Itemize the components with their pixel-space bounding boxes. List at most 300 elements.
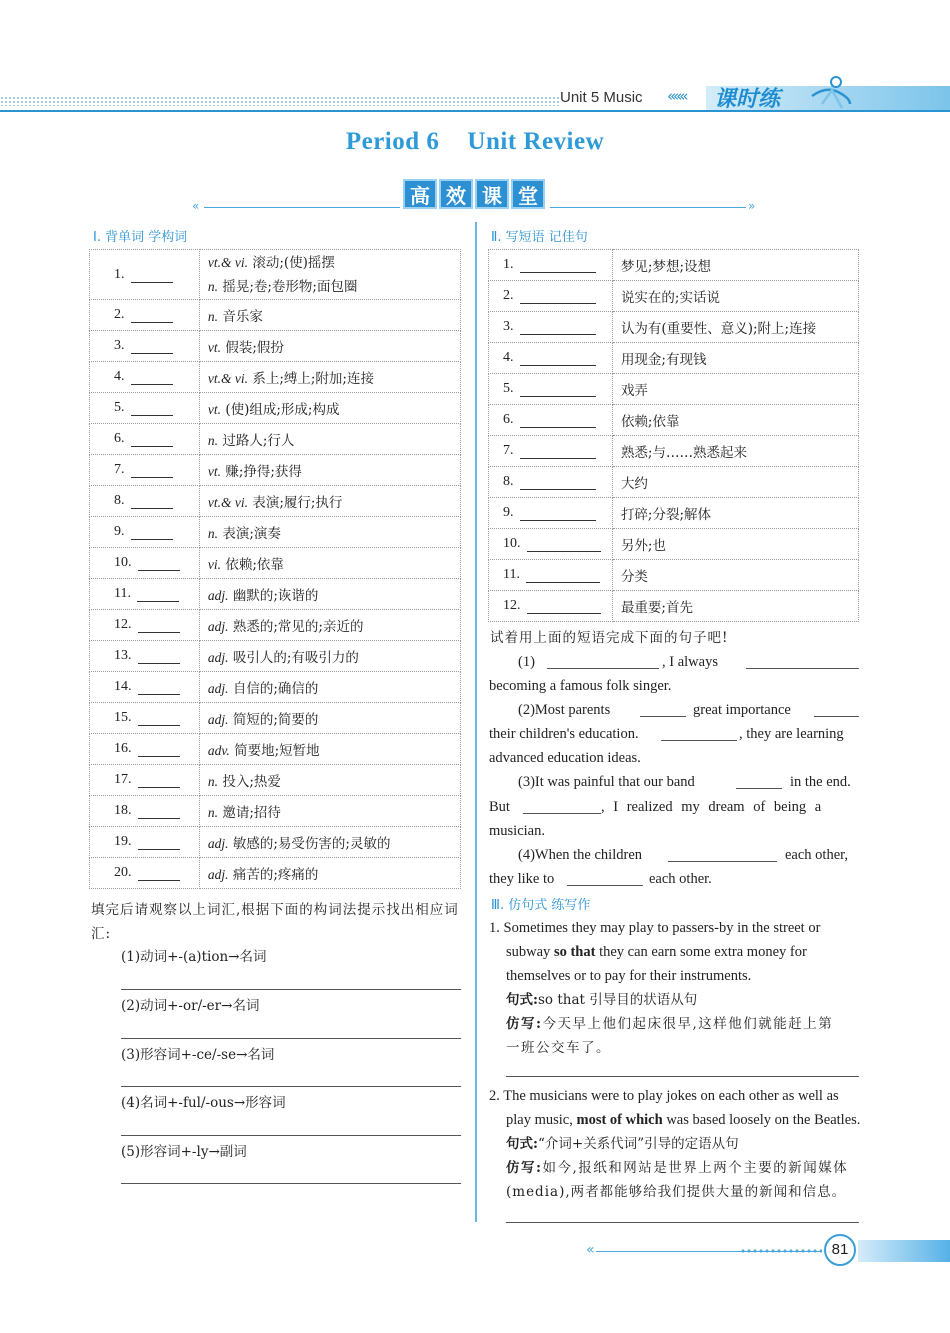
vocab-number-cell <box>90 796 200 827</box>
item-number: 19. <box>114 834 132 849</box>
part-of-speech: n. <box>207 278 219 294</box>
answer-line[interactable] <box>506 1222 859 1223</box>
item-number: 17. <box>114 772 132 787</box>
footer-dots <box>740 1247 822 1255</box>
page-title <box>0 128 950 156</box>
answer-blank[interactable] <box>661 740 737 741</box>
answer-blank[interactable] <box>138 805 180 819</box>
sentence-text: But <box>489 799 510 815</box>
phrase-row <box>489 343 859 374</box>
item-number: 14. <box>114 679 132 694</box>
vocab-number-cell <box>90 827 200 858</box>
meaning: 音乐家 <box>222 309 263 325</box>
footer-arrow-icon: « <box>586 1242 595 1258</box>
imitate-text: 今天早上他们起床很早,这样他们就能赶上第 <box>542 1016 834 1032</box>
phrase-meaning-cell <box>612 281 858 312</box>
phrase-row <box>489 281 859 312</box>
vocab-row <box>90 486 461 517</box>
exercise-prompt: 试着用上面的短语完成下面的句子吧! <box>490 630 729 646</box>
part-of-speech: adj. <box>207 836 229 851</box>
vocab-meaning-cell <box>199 300 460 331</box>
badge-char: 效 <box>439 179 473 209</box>
vocab-number-cell <box>90 486 200 517</box>
column-divider <box>475 222 477 1222</box>
pattern-text: so that 引导目的状语从句 <box>537 992 698 1008</box>
section2-heading: Ⅱ. 写短语 记佳句 <box>491 230 588 245</box>
answer-blank[interactable] <box>520 259 596 273</box>
vocab-meaning-cell <box>199 486 460 517</box>
runner-logo-icon <box>808 74 852 110</box>
item-number: 10. <box>114 555 132 570</box>
phrase-table <box>488 249 859 622</box>
answer-blank[interactable] <box>520 414 596 428</box>
meaning: 邀请;招待 <box>222 805 281 821</box>
item-number: 10. <box>503 536 521 551</box>
meaning: 熟悉;与……熟悉起来 <box>620 445 747 461</box>
part-of-speech: adj. <box>207 867 229 882</box>
meaning: 系上;缚上;附加;连接 <box>252 371 374 387</box>
phrase-number-cell <box>489 250 613 281</box>
phrase-number-cell <box>489 343 613 374</box>
answer-blank[interactable] <box>520 321 596 335</box>
item-number: 3. <box>503 319 514 334</box>
part-of-speech: vt.& vi. <box>207 371 249 386</box>
part-of-speech: adj. <box>207 681 229 696</box>
item-number: 9. <box>114 524 125 539</box>
item-number: 12. <box>503 598 521 613</box>
item-number: 9. <box>503 505 514 520</box>
arrow-right-icon: » <box>748 199 756 213</box>
answer-blank[interactable] <box>138 867 180 881</box>
vocab-meaning-cell <box>199 765 460 796</box>
phrase-meaning-cell <box>612 405 858 436</box>
section1-heading: Ⅰ. 背单词 学构词 <box>93 230 188 245</box>
phrase-row <box>489 529 859 560</box>
item-number: 6. <box>114 431 125 446</box>
part-of-speech: n. <box>207 433 219 448</box>
vocab-row <box>90 393 461 424</box>
part-of-speech: adj. <box>207 588 229 603</box>
meaning: 说实在的;实话说 <box>620 290 720 306</box>
answer-blank[interactable] <box>131 340 173 354</box>
keyword: so that <box>553 944 596 960</box>
imitate-line <box>506 1012 833 1036</box>
pattern-line <box>506 988 697 1012</box>
part-of-speech: vt. <box>207 340 222 355</box>
part-of-speech: vt. <box>207 402 222 417</box>
vocab-meaning-cell <box>199 424 460 455</box>
part-of-speech: vt.& vi. <box>207 495 249 510</box>
phrase-meaning-cell <box>612 312 858 343</box>
sentence-text: in the end. <box>790 774 851 790</box>
item-number: 5. <box>114 400 125 415</box>
part-of-speech: vi. <box>207 557 222 572</box>
phrase-number-cell <box>489 405 613 436</box>
phrase-row <box>489 405 859 436</box>
vocab-number-cell <box>90 858 200 889</box>
vocab-number-cell <box>90 300 200 331</box>
answer-blank[interactable] <box>138 681 180 695</box>
answer-blank[interactable] <box>736 788 782 789</box>
vocab-row <box>90 300 461 331</box>
meaning: 打碎;分裂;解体 <box>620 507 712 523</box>
header-rule <box>0 110 950 112</box>
section3-heading: Ⅲ. 仿句式 练写作 <box>491 898 591 913</box>
badge-char: 课 <box>475 179 509 209</box>
part-of-speech: n. <box>207 309 219 324</box>
answer-blank[interactable] <box>526 569 600 583</box>
answer-blank[interactable] <box>138 650 180 664</box>
sentence-text: advanced education ideas. <box>489 750 641 766</box>
answer-blank[interactable] <box>131 526 173 540</box>
vocab-number-cell <box>90 393 200 424</box>
sentence-text: subway <box>506 944 551 960</box>
meaning: 另外;也 <box>620 538 666 554</box>
answer-blank[interactable] <box>814 716 859 717</box>
vocab-row <box>90 641 461 672</box>
vocab-meaning-cell <box>199 610 460 641</box>
phrase-number-cell <box>489 467 613 498</box>
answer-blank[interactable] <box>131 309 173 323</box>
answer-blank[interactable] <box>131 495 173 509</box>
vocab-meaning-cell <box>199 703 460 734</box>
vocab-number-cell <box>90 424 200 455</box>
pattern-label: 句式: <box>506 1136 538 1152</box>
meaning: 表演;履行;执行 <box>252 495 343 511</box>
answer-line[interactable] <box>121 1086 461 1087</box>
sentence-text: becoming a famous folk singer. <box>489 678 672 694</box>
vocab-row <box>90 610 461 641</box>
vocab-meaning-cell <box>199 579 460 610</box>
vocab-meaning-cell <box>199 796 460 827</box>
answer-blank[interactable] <box>131 464 173 478</box>
meaning: 幽默的;诙谐的 <box>232 588 319 604</box>
sentence-text: they like to <box>489 871 555 887</box>
vocab-number-cell <box>90 250 200 300</box>
imitate-text: 一班公交车了。 <box>506 1040 611 1056</box>
vocab-meaning-cell <box>199 455 460 486</box>
item-number: 1. <box>114 266 125 282</box>
header-dot-pattern <box>0 96 560 106</box>
meaning: 滚动;(使)摇摆 <box>252 254 335 271</box>
vocab-row <box>90 548 461 579</box>
rule-item: (3)形容词+-ce/-se→名词 <box>121 1047 275 1063</box>
item-number: 20. <box>114 865 132 880</box>
vocab-meaning-cell <box>199 393 460 424</box>
meaning: 过路人;行人 <box>222 433 295 449</box>
example-sentence: themselves or to pay for their instruments. <box>506 968 752 984</box>
answer-blank[interactable] <box>547 668 659 669</box>
answer-blank[interactable] <box>746 668 859 669</box>
answer-blank[interactable] <box>520 383 596 397</box>
meaning: 戏弄 <box>620 383 648 399</box>
vocab-table <box>89 249 461 889</box>
part-of-speech: n. <box>207 526 219 541</box>
phrase-number-cell <box>489 560 613 591</box>
answer-line[interactable] <box>121 1135 461 1136</box>
item-number: 6. <box>503 412 514 427</box>
answer-blank[interactable] <box>131 269 173 283</box>
vocab-meaning-cell <box>199 672 460 703</box>
item-number: 15. <box>114 710 132 725</box>
imitate-label: 仿写: <box>506 1016 543 1032</box>
meaning: 自信的;确信的 <box>232 681 319 697</box>
vocab-meaning-cell <box>199 517 460 548</box>
vocab-row <box>90 827 461 858</box>
phrase-meaning-cell <box>612 560 858 591</box>
answer-blank[interactable] <box>527 600 601 614</box>
answer-blank[interactable] <box>138 743 180 757</box>
answer-blank[interactable] <box>138 712 180 726</box>
meaning: 用现金;有现钱 <box>620 352 707 368</box>
item-number: 16. <box>114 741 132 756</box>
rule-item: (4)名词+-ful/-ous→形容词 <box>121 1095 286 1111</box>
phrase-row <box>489 312 859 343</box>
answer-line[interactable] <box>121 1183 461 1184</box>
vocab-meaning-cell <box>199 641 460 672</box>
meaning: 大约 <box>620 476 648 492</box>
brand-title: 课时练 <box>714 87 781 112</box>
vocab-row <box>90 424 461 455</box>
vocab-number-cell <box>90 703 200 734</box>
imitate-text: 如今,报纸和网站是世界上两个主要的新闻媒体 <box>542 1160 849 1176</box>
answer-blank[interactable] <box>520 507 596 521</box>
answer-blank[interactable] <box>520 476 596 490</box>
answer-line[interactable] <box>121 1038 461 1039</box>
badge-char: 高 <box>403 179 437 209</box>
answer-blank[interactable] <box>527 538 601 552</box>
meaning: 吸引人的;有吸引力的 <box>232 650 359 666</box>
item-number: 7. <box>114 462 125 477</box>
vocab-number-cell <box>90 331 200 362</box>
example-sentence <box>506 1108 860 1132</box>
phrase-row <box>489 591 859 622</box>
meaning: 投入;热爱 <box>222 774 281 790</box>
divider-line <box>550 207 746 208</box>
phrase-meaning-cell <box>612 436 858 467</box>
pattern-label: 句式: <box>506 992 538 1008</box>
sentence-text: play music, <box>506 1112 573 1128</box>
item-number: 2. <box>503 288 514 303</box>
part-of-speech: adj. <box>207 619 229 634</box>
meaning: 简短的;简要的 <box>232 712 319 728</box>
item-number: 7. <box>503 443 514 458</box>
arrow-left-icon: « <box>192 199 200 213</box>
divider-line <box>204 207 400 208</box>
unit-review-label: Unit Review <box>467 128 605 155</box>
vocab-number-cell <box>90 734 200 765</box>
part-of-speech: vt.& vi. <box>207 254 249 270</box>
vocab-row <box>90 765 461 796</box>
answer-blank[interactable] <box>138 836 180 850</box>
sentence-text: their children's education. <box>489 726 639 742</box>
answer-blank[interactable] <box>520 352 596 366</box>
meaning: 熟悉的;常见的;亲近的 <box>232 619 364 635</box>
meaning: 摇晃;卷;卷形物;面包圈 <box>222 278 358 295</box>
phrase-meaning-cell <box>612 591 858 622</box>
answer-blank[interactable] <box>131 433 173 447</box>
sentence-text: musician. <box>489 823 545 839</box>
phrase-number-cell <box>489 374 613 405</box>
vocab-number-cell <box>90 548 200 579</box>
sentence-text: (4)When the children <box>518 847 643 863</box>
badge-char: 堂 <box>511 179 545 209</box>
phrase-row <box>489 560 859 591</box>
sentence-text: (1) <box>518 654 535 670</box>
part-of-speech: adv. <box>207 743 230 758</box>
phrase-meaning-cell <box>612 467 858 498</box>
vocab-row <box>90 703 461 734</box>
phrase-meaning-cell <box>612 343 858 374</box>
meaning: 痛苦的;疼痛的 <box>232 867 319 883</box>
vocab-number-cell <box>90 641 200 672</box>
meaning: 最重要;首先 <box>620 600 693 616</box>
item-number: 8. <box>503 474 514 489</box>
phrase-meaning-cell <box>612 374 858 405</box>
phrase-number-cell <box>489 312 613 343</box>
phrase-row <box>489 436 859 467</box>
example-sentence: 2. The musicians were to play jokes on each other as well as <box>489 1088 839 1104</box>
item-number: 8. <box>114 493 125 508</box>
vocab-meaning-cell <box>199 827 460 858</box>
imitate-text: (media),两者都能够给我们提供大量的新闻和信息。 <box>506 1184 847 1200</box>
period-label: Period 6 <box>345 128 440 155</box>
vocab-number-cell <box>90 455 200 486</box>
phrase-number-cell <box>489 529 613 560</box>
part-of-speech: vt. <box>207 464 222 479</box>
phrase-row <box>489 374 859 405</box>
sentence-text: each other, <box>785 847 849 863</box>
section-badge <box>403 179 545 209</box>
phrase-number-cell <box>489 591 613 622</box>
vocab-row <box>90 455 461 486</box>
answer-blank[interactable] <box>520 445 596 459</box>
part-of-speech: n. <box>207 805 219 820</box>
vocab-row <box>90 734 461 765</box>
answer-blank[interactable] <box>640 716 686 717</box>
sentence-text: each other. <box>649 871 712 887</box>
item-number: 4. <box>503 350 514 365</box>
phrase-number-cell <box>489 281 613 312</box>
meaning: 敏感的;易受伤害的;灵敏的 <box>232 836 391 852</box>
vocab-row <box>90 250 461 300</box>
vocab-meaning-cell <box>199 858 460 889</box>
answer-line[interactable] <box>121 989 461 990</box>
sentence-text: they can earn some extra money for <box>599 944 807 960</box>
pattern-text: “介词+关系代词”引导的定语从句 <box>537 1136 739 1152</box>
unit-label: Unit 5 Music <box>560 89 643 106</box>
phrase-number-cell <box>489 498 613 529</box>
rule-item: (1)动词+-(a)tion→名词 <box>121 949 267 965</box>
part-of-speech: adj. <box>207 650 229 665</box>
phrase-row <box>489 498 859 529</box>
vocab-meaning-cell <box>199 548 460 579</box>
example-sentence <box>506 940 807 964</box>
vocab-number-cell <box>90 672 200 703</box>
sentence-text: , they are learning <box>739 726 844 742</box>
answer-blank[interactable] <box>138 557 180 571</box>
vocab-meaning-cell <box>199 362 460 393</box>
sentence-text: , I always <box>662 654 718 670</box>
meaning: 假装;假扮 <box>225 340 284 356</box>
answer-blank[interactable] <box>138 774 180 788</box>
part-of-speech: adj. <box>207 712 229 727</box>
item-number: 5. <box>503 381 514 396</box>
item-number: 12. <box>114 617 132 632</box>
item-number: 13. <box>114 648 132 663</box>
sentence-text: (2)Most parents <box>518 702 611 718</box>
vocab-row <box>90 796 461 827</box>
example-sentence: 1. Sometimes they may play to passers-by in the street or <box>489 920 821 936</box>
word-formation-note: 填完后请观察以上词汇,根据下面的构词法提示找出相应词汇: <box>91 902 459 942</box>
meaning: 简要地;短暂地 <box>234 743 320 759</box>
meaning: 分类 <box>620 569 648 585</box>
vocab-row <box>90 858 461 889</box>
keyword: most of which <box>576 1112 663 1128</box>
vocab-number-cell <box>90 362 200 393</box>
rule-item: (2)动词+-or/-er→名词 <box>121 998 260 1014</box>
meaning: 梦见;梦想;设想 <box>620 259 712 275</box>
vocab-row <box>90 331 461 362</box>
sentence-text: , I realized my dream of being a <box>601 799 822 815</box>
phrase-meaning-cell <box>612 529 858 560</box>
answer-blank[interactable] <box>567 885 643 886</box>
part-of-speech: n. <box>207 774 219 789</box>
imitate-line <box>506 1156 848 1180</box>
answer-blank[interactable] <box>131 371 173 385</box>
phrase-number-cell <box>489 436 613 467</box>
sentence-text: was based loosely on the Beatles. <box>666 1112 861 1128</box>
vocab-number-cell <box>90 517 200 548</box>
rule-item: (5)形容词+-ly→副词 <box>121 1144 247 1160</box>
footer-bar <box>858 1240 950 1262</box>
phrase-meaning-cell <box>612 498 858 529</box>
answer-line[interactable] <box>506 1076 859 1077</box>
meaning: 表演;演奏 <box>222 526 281 542</box>
vocab-number-cell <box>90 610 200 641</box>
vocab-meaning-cell <box>199 331 460 362</box>
item-number: 4. <box>114 369 125 384</box>
item-number: 3. <box>114 338 125 353</box>
vocab-number-cell <box>90 765 200 796</box>
answer-blank[interactable] <box>137 588 179 602</box>
meaning: 依赖;依靠 <box>225 557 284 573</box>
vocab-row <box>90 517 461 548</box>
meaning: 认为有(重要性、意义);附上;连接 <box>620 321 817 337</box>
vocab-row <box>90 362 461 393</box>
answer-blank[interactable] <box>138 619 180 633</box>
sentence-text: (3)It was painful that our band <box>518 774 695 790</box>
item-number: 11. <box>114 586 131 601</box>
phrase-meaning-cell <box>612 250 858 281</box>
vocab-meaning-cell <box>199 250 460 300</box>
phrase-row <box>489 250 859 281</box>
answer-blank[interactable] <box>523 813 601 814</box>
vocab-number-cell <box>90 579 200 610</box>
meaning: 赚;挣得;获得 <box>225 464 302 480</box>
answer-blank[interactable] <box>668 861 777 862</box>
vocab-meaning-cell <box>199 734 460 765</box>
chevrons-icon: ««« <box>667 87 686 105</box>
answer-blank[interactable] <box>520 290 596 304</box>
item-number: 2. <box>114 307 125 322</box>
vocab-row <box>90 672 461 703</box>
item-number: 18. <box>114 803 132 818</box>
vocab-row <box>90 579 461 610</box>
item-number: 11. <box>503 567 520 582</box>
meaning: 依赖;依靠 <box>620 414 680 430</box>
answer-blank[interactable] <box>131 402 173 416</box>
